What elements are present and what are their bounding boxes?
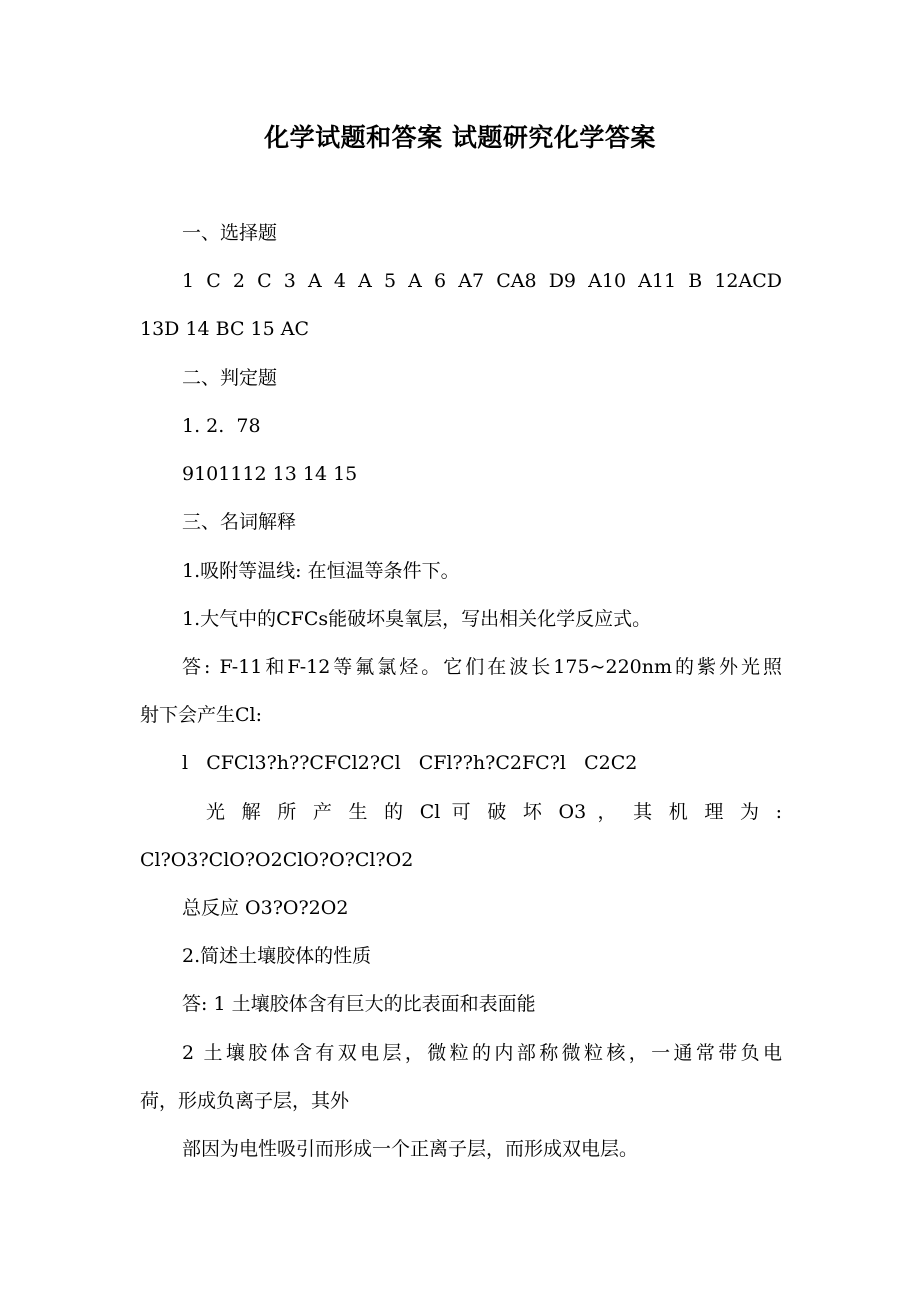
- question-1: 1.大气中的CFCs能破坏臭氧层，写出相关化学反应式。: [182, 608, 652, 630]
- section-heading-judgement: 二、判定题: [182, 367, 278, 389]
- mechanism-line-1: 光 解 所 产 生 的 Cl 可 破 坏 O3 ， 其 机 理 为 :: [206, 801, 782, 823]
- section-heading-choice: 一、选择题: [182, 222, 278, 244]
- answer-2-line-4: 部因为电性吸引而形成一个正离子层，而形成双电层。: [182, 1138, 639, 1160]
- judgement-answers-line-2: 9101112 13 14 15: [182, 463, 358, 485]
- answer-1-line-2: 射下会产生Cl:: [140, 704, 263, 726]
- judgement-answers-line-1: 1. 2. 78: [182, 415, 261, 437]
- choice-answers-line-1: 1 C 2 C 3 A 4 A 5 A 6 A7 CA8 D9 A10 A11 B 12ACD: [182, 270, 782, 292]
- choice-answers-line-2: 13D 14 BC 15 AC: [140, 318, 310, 340]
- overall-reaction: 总反应 O3?O?2O2: [182, 897, 349, 919]
- question-2: 2.简述土壤胶体的性质: [182, 945, 372, 967]
- answer-2-line-2: 2 土壤胶体含有双电层，微粒的内部称微粒核，一通常带负电: [182, 1042, 782, 1064]
- page-title: 化学试题和答案 试题研究化学答案: [264, 123, 656, 152]
- mechanism-line-2: Cl?O3?ClO?O2ClO?O?Cl?O2: [140, 849, 414, 871]
- term-definition-1: 1.吸附等温线: 在恒温等条件下。: [182, 560, 460, 582]
- section-heading-terms: 三、名词解释: [182, 511, 297, 533]
- answer-1-line-1: 答: F-11和F-12等氟氯烃。它们在波长175~220nm的紫外光照: [182, 656, 782, 678]
- reaction-equation-1: l CFCl3?h??CFCl2?Cl CFl??h?C2FC?l C2C2: [182, 752, 638, 774]
- answer-2-line-1: 答: 1 土壤胶体含有巨大的比表面和表面能: [182, 993, 536, 1015]
- answer-2-line-3: 荷，形成负离子层，其外: [140, 1090, 350, 1112]
